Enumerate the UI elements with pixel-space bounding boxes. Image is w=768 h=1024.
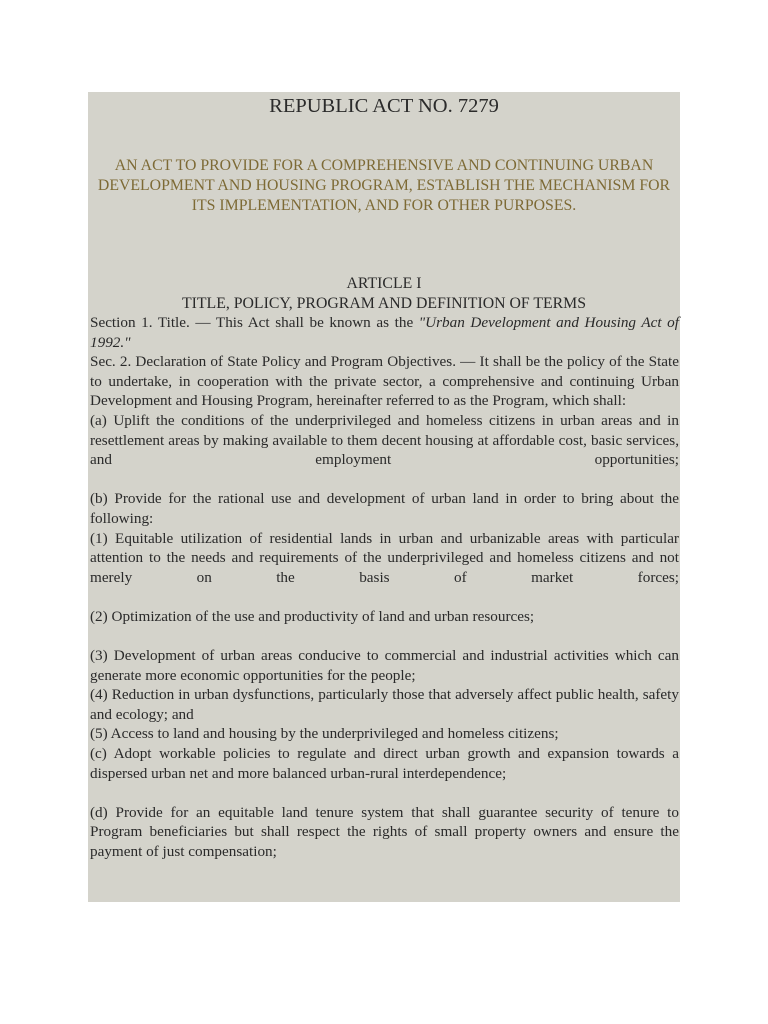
article-title: TITLE, POLICY, PROGRAM AND DEFINITION OF TERMS bbox=[181, 294, 586, 312]
item-b5: (5) Access to land and housing by the underprivileged and homeless citizens; bbox=[90, 725, 559, 743]
document-body bbox=[90, 313, 679, 862]
section-2: Sec. 2. Declaration of State Policy and Program Objectives. — It shall be the policy of the State to undertake, in cooperation with the private sector, a comprehensive and continuing Urban Development and Housing Program, hereinafter referred to as the Program, which shall: bbox=[90, 353, 679, 410]
article-number: ARTICLE I bbox=[346, 275, 422, 292]
document-title: REPUBLIC ACT NO. 7279 bbox=[269, 95, 499, 117]
paragraph-gap bbox=[90, 627, 679, 647]
item-b2: (2) Optimization of the use and productivity of land and urban resources; bbox=[90, 607, 535, 625]
section-1 bbox=[90, 313, 679, 352]
item-b1: (1) Equitable utilization of residential lands in urban and urbanizable areas with particular attention to the needs and requirements of the underprivileged and homeless citizens and not merely on the basis of market forces; bbox=[90, 529, 679, 586]
document-subtitle: AN ACT TO PROVIDE FOR A COMPREHENSIVE AND CONTINUING URBAN DEVELOPMENT AND HOUSING PROGRAM, ESTABLISH THE MECHANISM FOR ITS IMPLEMENTATION, AND FOR OTHER PURPOSES. bbox=[97, 157, 671, 214]
paragraph-gap bbox=[90, 587, 679, 607]
item-d: (d) Provide for an equitable land tenure system that shall guarantee security of tenure to Program beneficiaries but shall respect the rights of small property owners and ensure the payment of just compensation; bbox=[90, 803, 679, 861]
article-heading bbox=[90, 274, 678, 313]
section-1-text: Section 1. Title. — This Act shall be known as the bbox=[90, 314, 419, 331]
item-b3: (3) Development of urban areas conducive to commercial and industrial activities which can generate more economic opportunities for the people; bbox=[90, 647, 679, 684]
item-a: (a) Uplift the conditions of the underprivileged and homeless citizens in urban areas and in resettlement areas by making available to them decent housing at affordable cost, basic services, and employment opportunities; bbox=[90, 411, 679, 469]
paragraph-gap bbox=[90, 470, 679, 490]
section-1-act-name: "Urban Development and Housing Act of 1992." bbox=[90, 314, 679, 351]
item-b4: (4) Reduction in urban dysfunctions, particularly those that adversely affect public health, safety and ecology; and bbox=[90, 686, 679, 723]
document-page bbox=[88, 92, 680, 902]
paragraph-gap bbox=[90, 783, 679, 803]
item-c: (c) Adopt workable policies to regulate and direct urban growth and expansion towards a dispersed urban net and more balanced urban-rural interdependence; bbox=[90, 745, 679, 782]
item-b: (b) Provide for the rational use and development of urban land in order to bring about the following: bbox=[90, 490, 679, 527]
